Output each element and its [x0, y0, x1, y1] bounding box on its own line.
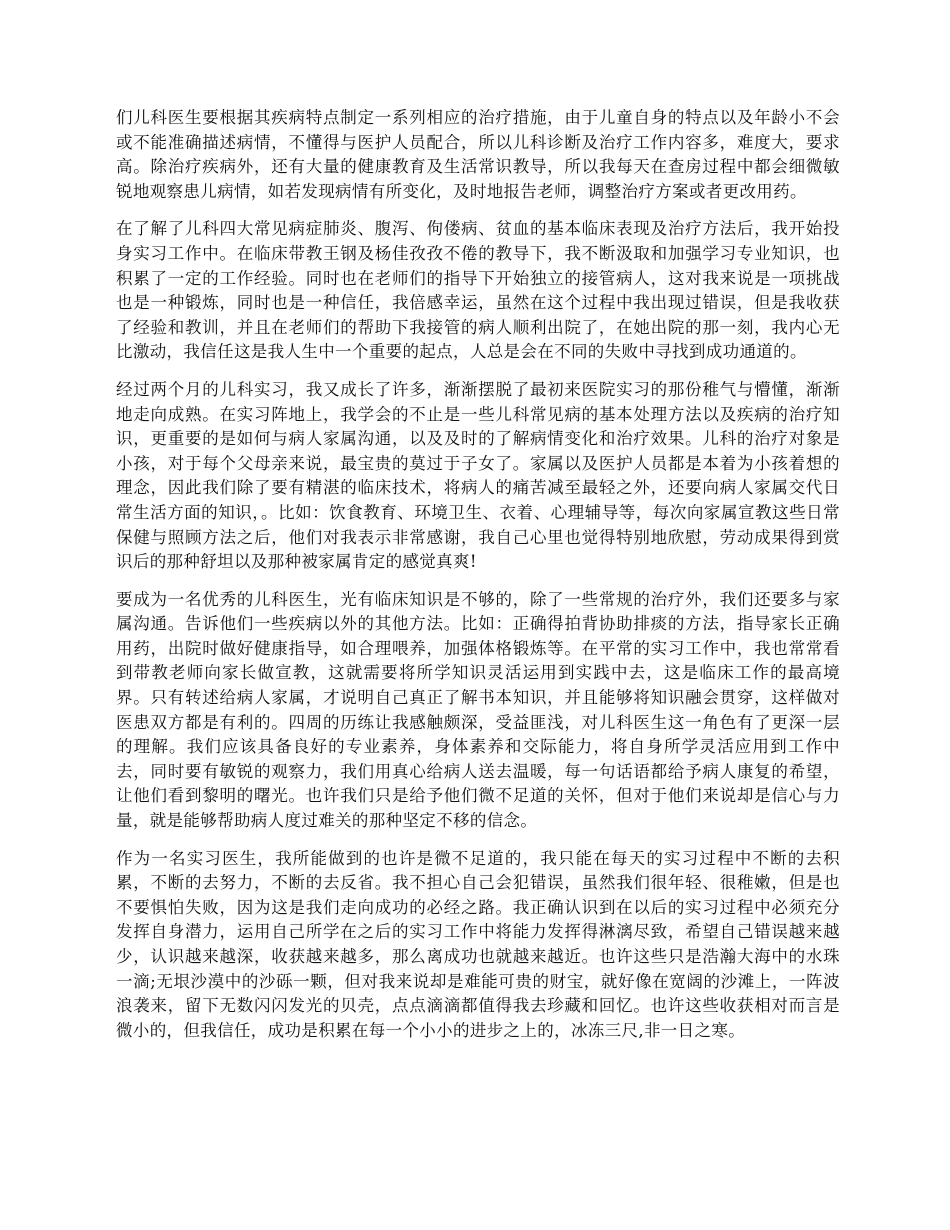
paragraph-5: 作为一名实习医生，我所能做到的也许是微不足道的，我只能在每天的实习过程中不断的去积累，不断的去努力，不断的去反省。我不担心自己会犯错误，虽然我们很年轻、很稚嫩，但是也不要惧怕失败，因为这是我们走向成功的必经之路。我正确认识到在以后的实习过程中必须充分发挥自身潜力，运用自己所学在之后的实习工作中将能力发挥得淋漓尽致，希望自己错误越来越少，认识越来越深，收获越来越多，那么离成功也就越来越近。也许这些只是浩瀚大海中的水珠一滴;无垠沙漠中的沙砾一颗，但对我来说却是难能可贵的财宝，就好像在宽阔的沙滩上，一阵波浪袭来，留下无数闪闪发光的贝壳，点点滴滴都值得我去珍藏和回忆。也许这些收获相对而言是微小的，但我信任，成功是积累在每一个小小的进步之上的，冰冻三尺,非一日之寒。	[116, 848, 840, 1040]
paragraph-2: 在了解了儿科四大常见病症肺炎、腹泻、佝偻病、贫血的基本临床表现及治疗方法后，我开始投身实习工作中。在临床带教王钢及杨佳孜孜不倦的教导下，我不断汲取和加强学习专业知识，也积累了一定的工作经验。同时也在老师们的指导下开始独立的接管病人，这对我来说是一项挑战也是一种锻炼，同时也是一种信任，我倍感幸运，虽然在这个过程中我出现过错误，但是我收获了经验和教训，并且在老师们的帮助下我接管的病人顺利出院了，在她出院的那一刻，我内心无比激动，我信任这是我人生中一个重要的起点，人总是会在不同的失败中寻找到成功通道的。	[116, 219, 840, 362]
paragraph-1: 们儿科医生要根据其疾病特点制定一系列相应的治疗措施，由于儿童自身的特点以及年龄小不会或不能准确描述病情，不懂得与医护人员配合，所以儿科诊断及治疗工作内容多，难度大，要求高。除治疗疾病外，还有大量的健康教育及生活常识教导，所以我每天在查房过程中都会细微敏锐地观察患儿病情，如若发现病情有所变化，及时地报告老师，调整治疗方案或者更改用药。	[116, 108, 840, 201]
paragraph-4: 要成为一名优秀的儿科医生，光有临床知识是不够的，除了一些常规的治疗外，我们还要多与家属沟通。告诉他们一些疾病以外的其他方法。比如：正确得拍背协助排痰的方法，指导家长正确用药，出院时做好健康指导，如合理喂养，加强体格锻炼等。在平常的实习工作中，我也常常看到带教老师向家长做宣教，这就需要将所学知识灵活运用到实践中去，这是临床工作的最高境界。只有转述给病人家属，才说明自己真正了解书本知识，并且能够将知识融会贯穿，这样做对医患双方都是有利的。四周的历练让我感触颇深，受益匪浅，对儿科医生这一角色有了更深一层的理解。我们应该具备良好的专业素养，身体素养和交际能力，将自身所学灵活应用到工作中去，同时要有敏锐的观察力，我们用真心给病人送去温暖，每一句话语都给予病人康复的希望，让他们看到黎明的曙光。也许我们只是给予他们微不足道的关怀，但对于他们来说却是信心与力量，就是能够帮助病人度过难关的那种坚定不移的信念。	[116, 589, 840, 831]
document-page	[116, 106, 840, 1056]
paragraph-3: 经过两个月的儿科实习，我又成长了许多，渐渐摆脱了最初来医院实习的那份稚气与懵懂，渐渐地走向成熟。在实习阵地上，我学会的不止是一些儿科常见病的基本处理方法以及疾病的治疗知识，更重要的是如何与病人家属沟通，以及及时的了解病情变化和治疗效果。儿科的治疗对象是小孩，对于每个父母亲来说，最宝贵的莫过于子女了。家属以及医护人员都是本着为小孩着想的理念，因此我们除了要有精湛的临床技术，将病人的痛苦减至最轻之外，还要向病人家属交代日常生活方面的知识，。比如：饮食教育、环境卫生、衣着、心理辅导等，每次向家属宣教这些日常保健与照顾方法之后，他们对我表示非常感谢，我自己心里也觉得特别地欣慰，劳动成果得到赏识后的那种舒坦以及那种被家属肯定的感觉真爽!	[116, 379, 840, 572]
